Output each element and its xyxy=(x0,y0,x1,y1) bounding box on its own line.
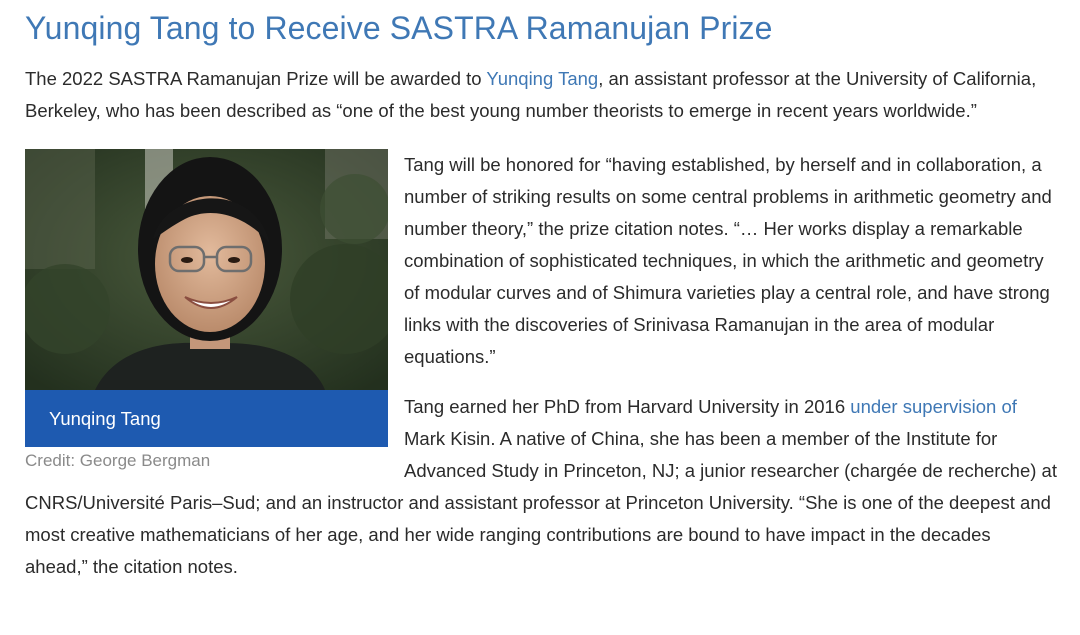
article xyxy=(25,0,1057,583)
article-title: Yunqing Tang to Receive SASTRA Ramanujan Prize xyxy=(25,10,773,46)
supervision-link[interactable]: under supervision of xyxy=(850,396,1017,417)
photo-credit: Credit: George Bergman xyxy=(25,451,211,470)
portrait-figure xyxy=(25,149,388,475)
bio-text-end: Mark Kisin. A native of China, she has been a member of the Institute for Advanced Study in Princeton, NJ; a junior researcher (chargée de recherche) at CNRS/Université Paris–Sud; and an instructor and assistant professor at Princeton University. “She is one of the deepest and most creative mathematicians of her age, and her wide ranging contributions are bound to have impact in the decades ahead,” the citation notes. xyxy=(25,428,1057,577)
intro-paragraph xyxy=(25,63,1057,127)
bio-text-start: Tang earned her PhD from Harvard University in 2016 xyxy=(404,396,851,417)
yunqing-tang-link[interactable]: Yunqing Tang xyxy=(486,68,599,89)
intro-text-start: The 2022 SASTRA Ramanujan Prize will be awarded to xyxy=(25,68,487,89)
intro-text-end: , an assistant professor at the University of California, Berkeley, who has been described as “one of the best young number theorists to emerge in recent years worldwide.” xyxy=(25,68,1037,121)
citation-paragraph: Tang will be honored for “having established, by herself and in collaboration, a number of striking results on some central problems in arithmetic geometry and number theory,” the prize citation notes. “… Her works display a remarkable combination of sophisticated techniques, in which the arithmetic and geometry of modular curves and of Shimura varieties play a central role, and have strong links with the discoveries of Srinivasa Ramanujan in the area of modular equations.” xyxy=(404,154,1052,367)
photo-caption: Yunqing Tang xyxy=(25,390,388,447)
portrait-photo xyxy=(25,149,388,390)
